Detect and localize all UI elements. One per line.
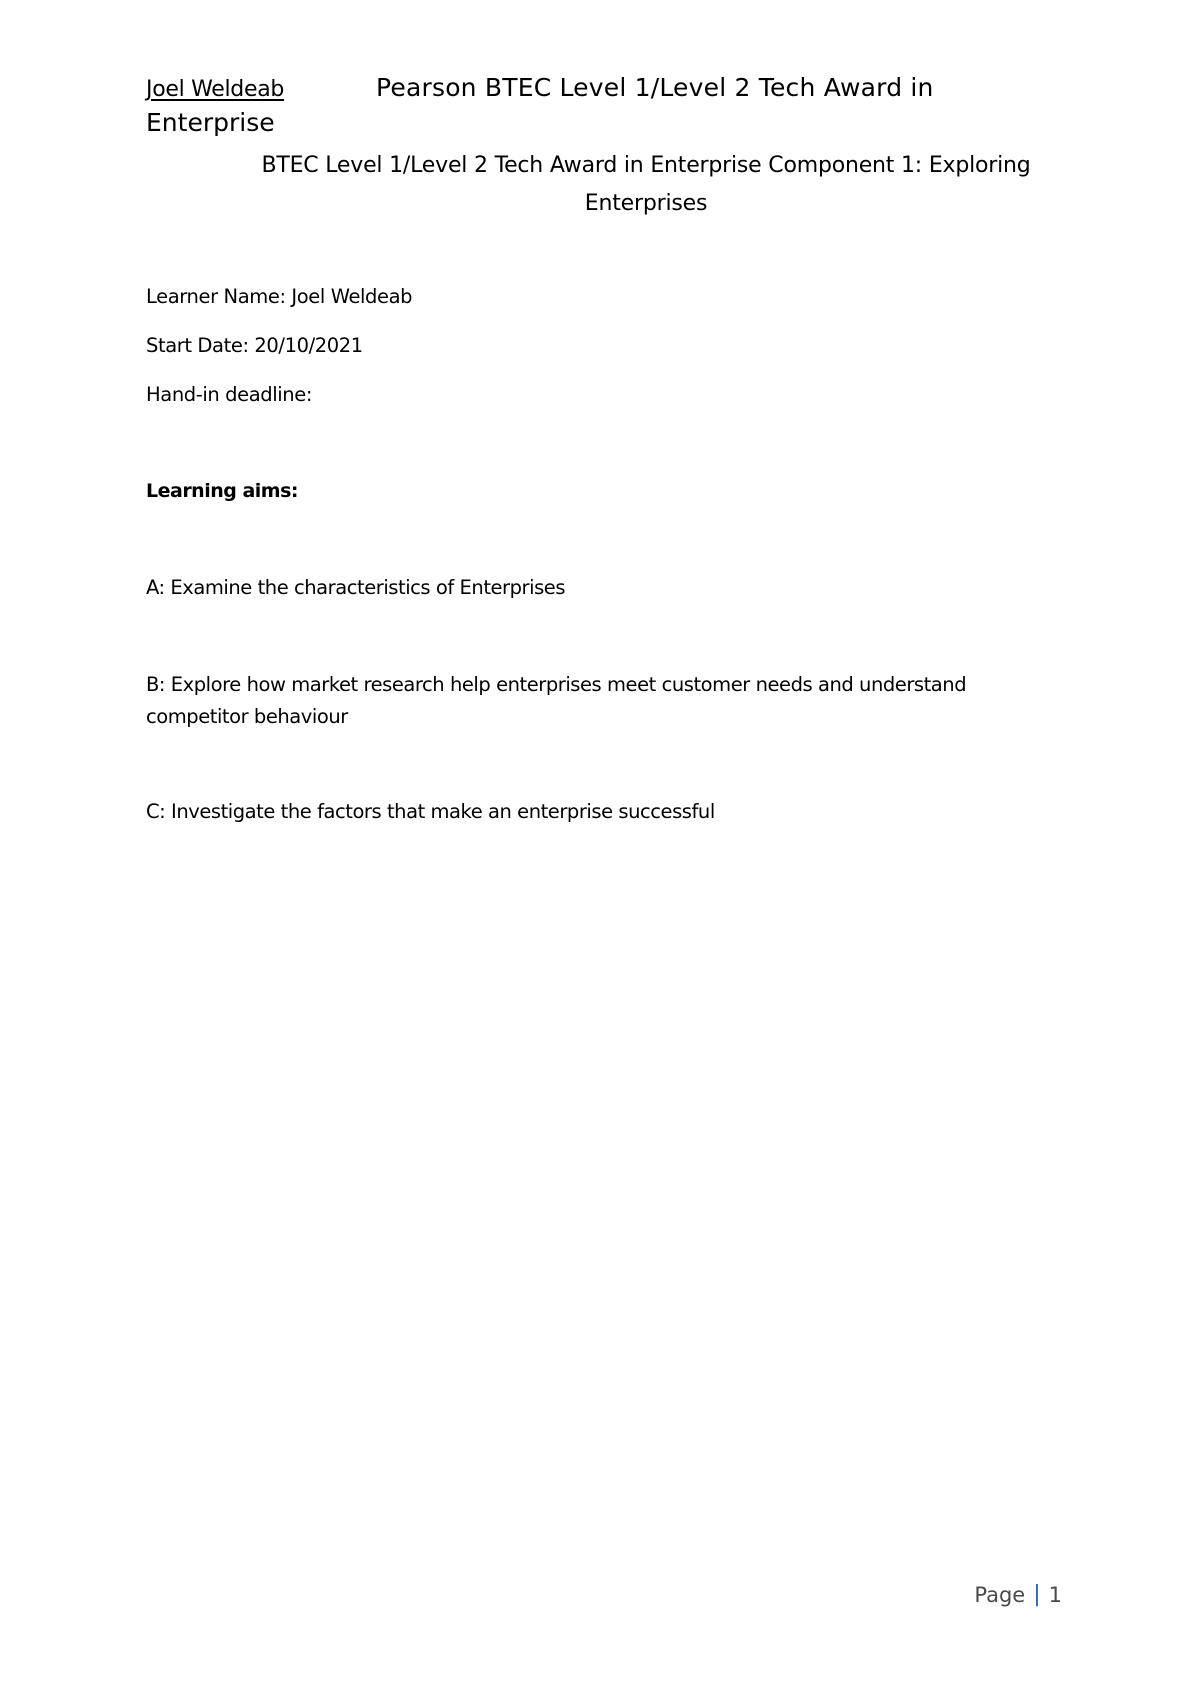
component-title-line-2: Enterprises: [584, 191, 708, 216]
learning-aim-a: A: Examine the characteristics of Enterprises: [146, 576, 566, 599]
learning-aims-heading: Learning aims:: [146, 480, 299, 502]
page-footer: [974, 1582, 1062, 1607]
page-separator: |: [1033, 1582, 1041, 1607]
header-line-1: [146, 72, 1046, 106]
author-name: Joel Weldeab: [146, 77, 285, 102]
page-label: Page: [974, 1582, 1026, 1607]
course-title-continued: Enterprise: [146, 108, 275, 137]
learning-aim-b: B: Explore how market research help enterprises meet customer needs and understand competitor behaviour: [146, 673, 967, 728]
learning-aim-c: C: Investigate the factors that make an enterprise successful: [146, 800, 715, 823]
component-title-line-1: BTEC Level 1/Level 2 Tech Award in Enterprise Component 1: Exploring: [261, 153, 1031, 178]
page-number: 1: [1048, 1582, 1062, 1607]
component-title: [146, 147, 1146, 223]
hand-in-deadline-field: Hand-in deadline:: [146, 383, 313, 406]
start-date-field: Start Date: 20/10/2021: [146, 334, 363, 357]
document-header: [146, 72, 1046, 140]
learner-name-field: Learner Name: Joel Weldeab: [146, 285, 413, 308]
course-title: Pearson BTEC Level 1/Level 2 Tech Award in: [376, 73, 934, 102]
